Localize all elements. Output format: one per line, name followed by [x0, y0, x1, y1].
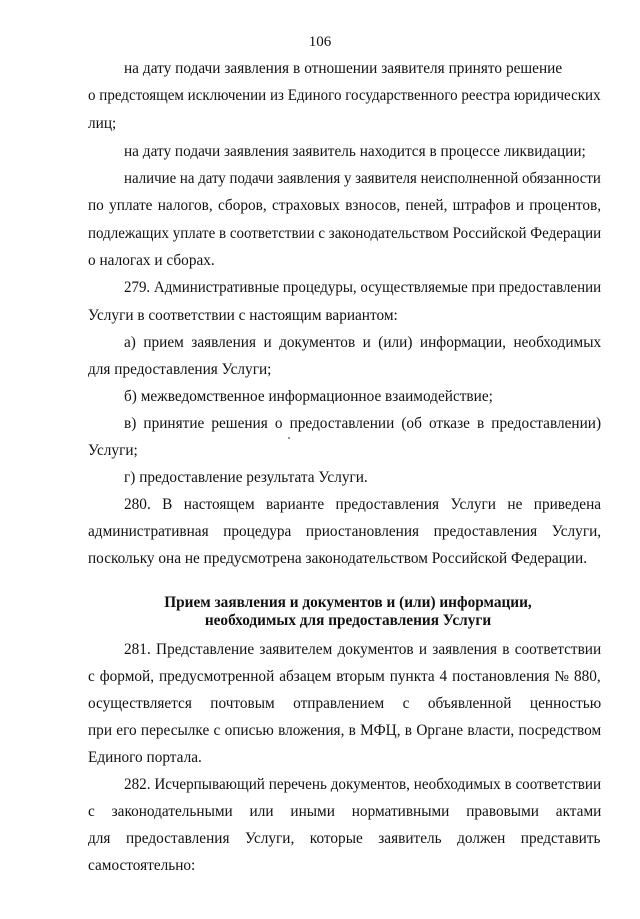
text-line: 281. Представление заявителем документов и заявления в соответствии — [124, 641, 602, 658]
section-heading-line: необходимых для предоставления Услуги — [204, 612, 492, 629]
text-line: административная процедура приостановления предоставления Услуги, — [88, 523, 602, 540]
text-line: на дату подачи заявления заявитель находится в процессе ликвидации; — [124, 143, 586, 160]
text-line: для предоставления Услуги; — [88, 361, 272, 378]
text-line: Услуги; — [88, 442, 138, 459]
text-line: Единого портала. — [88, 749, 202, 766]
text-line: самостоятельно: — [88, 857, 196, 874]
text-line: 280. В настоящем варианте предоставления Услуги не приведена — [124, 496, 602, 513]
text-line: Услуги в соответствии с настоящим вариантом: — [88, 307, 398, 324]
text-line: осуществляется почтовым отправлением с объявленной ценностью — [88, 695, 602, 712]
text-line: 279. Административные процедуры, осуществляемые при предоставлении — [124, 279, 602, 296]
text-line: о предстоящем исключении из Единого государственного реестра юридических — [88, 87, 601, 104]
text-line: для предоставления Услуги, которые заявитель должен представить — [88, 830, 601, 847]
text-line: по уплате налогов, сборов, страховых взносов, пеней, штрафов и процентов, — [88, 197, 602, 214]
text-line: г) предоставление результата Услуги. — [124, 469, 368, 486]
text-line: при его пересылке с описью вложения, в МФЦ, в Органе власти, посредством — [88, 722, 602, 739]
text-line: подлежащих уплате в соответствии с законодательством Российской Федерации — [88, 225, 602, 242]
text-line: поскольку она не предусмотрена законодательством Российской Федерации. — [88, 550, 588, 567]
text-line: лиц; — [88, 115, 117, 132]
text-line: с законодательными или иными нормативными правовыми актами — [88, 803, 602, 820]
text-line: с формой, предусмотренной абзацем вторым пункта 4 постановления № 880, — [88, 668, 601, 685]
section-heading-line: Прием заявления и документов и (или) информации, — [164, 594, 532, 611]
text-line: а) прием заявления и документов и (или) информации, необходимых — [124, 334, 602, 351]
text-line: в) принятие решения о предоставлении (об отказе в предоставлении) — [124, 415, 602, 432]
text-line: наличие на дату подачи заявления у заявителя неисполненной обязанности — [124, 170, 601, 187]
text-line: на дату подачи заявления в отношении заявителя принято решение — [124, 60, 563, 77]
text-line: о налогах и сборах. — [88, 252, 215, 269]
text-line: б) межведомственное информационное взаимодействие; — [124, 388, 493, 405]
text-line: 282. Исчерпывающий перечень документов, необходимых в соответствии — [124, 776, 602, 793]
page-number: 106 — [308, 34, 332, 50]
scan-speck — [288, 437, 290, 439]
